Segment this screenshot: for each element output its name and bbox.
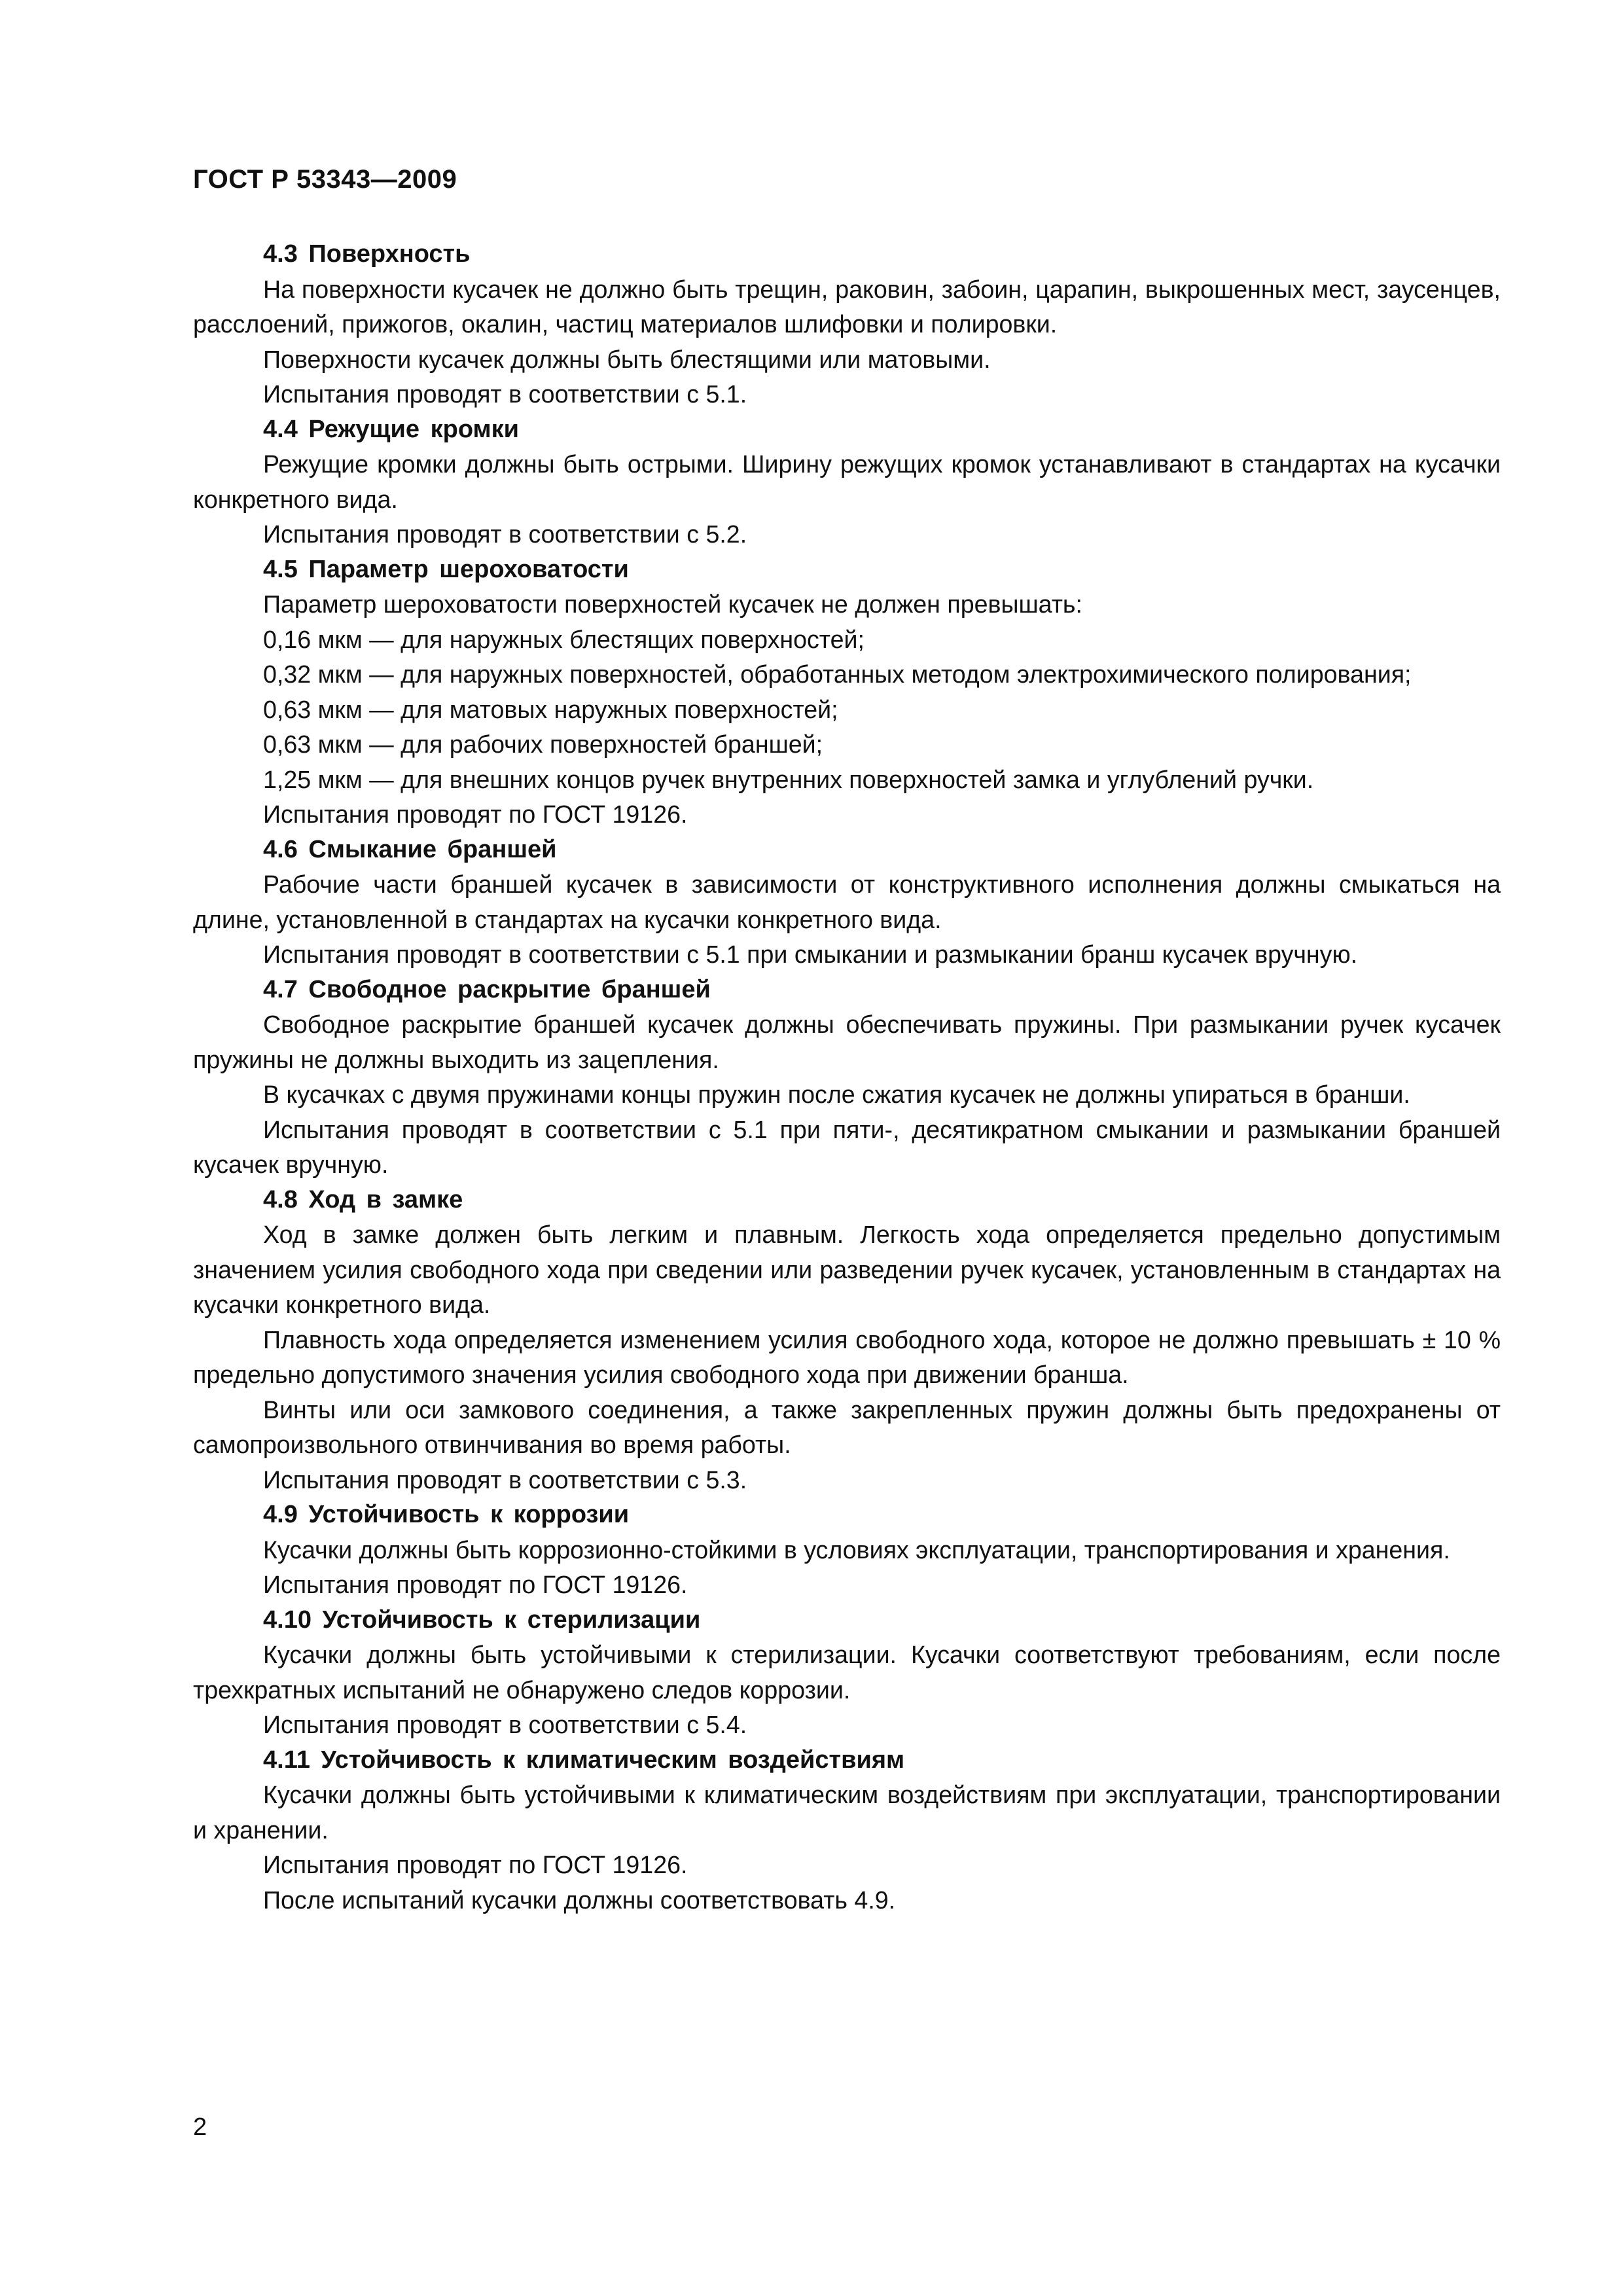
paragraph: 0,16 мкм — для наружных блестящих поверхностей; — [263, 625, 865, 653]
paragraph: Испытания проводят в соответствии с 5.3. — [263, 1465, 747, 1494]
section-title: 4.11 Устойчивость к климатическим воздействиям — [263, 1746, 905, 1774]
section-title: 4.4 Режущие кромки — [263, 415, 520, 443]
paragraph: Испытания проводят по ГОСТ 19126. — [263, 1571, 688, 1598]
paragraph: 0,63 мкм — для рабочих поверхностей браншей; — [263, 730, 823, 758]
section-title: 4.7 Свободное раскрытие браншей — [263, 975, 711, 1003]
paragraph: После испытаний кусачки должны соответствовать 4.9. — [263, 1886, 896, 1914]
paragraph: 1,25 мкм — для внешних концов ручек внутренних поверхностей замка и углублений ручки. — [263, 765, 1314, 793]
paragraph: Свободное раскрытие браншей кусачек должны обеспечивать пружины. При размыкании ручек кусачек пружины не должны выходить из зацепления. — [193, 1011, 1501, 1073]
paragraph: Плавность хода определяется изменением усилия свободного хода, которое не должно превышать ± 10 % предельно допустимого значения усилия свободного хода при движении бранша. — [193, 1325, 1501, 1388]
paragraph: Параметр шероховатости поверхностей кусачек не должен превышать: — [263, 590, 1082, 618]
section-4-8 — [193, 1183, 1501, 1498]
section-title: 4.9 Устойчивость к коррозии — [263, 1501, 630, 1528]
paragraph: Кусачки должны быть коррозионно-стойкими в условиях эксплуатации, транспортирования и хранения. — [263, 1535, 1450, 1564]
paragraph: Испытания проводят по ГОСТ 19126. — [263, 800, 688, 828]
section-4-9 — [193, 1498, 1501, 1603]
section-title: 4.6 Смыкание браншей — [263, 835, 557, 863]
section-title: 4.3 Поверхность — [263, 240, 471, 268]
section-4-7 — [193, 973, 1501, 1183]
paragraph: Испытания проводят по ГОСТ 19126. — [263, 1851, 688, 1878]
section-4-3 — [193, 237, 1501, 412]
paragraph: Испытания проводят в соответствии с 5.1 при смыкании и размыкании бранш кусачек вручную. — [263, 941, 1358, 968]
paragraph: Кусачки должны быть устойчивыми к климатическим воздействиям при эксплуатации, транспортировании и хранении. — [193, 1781, 1501, 1844]
section-4-10 — [193, 1603, 1501, 1743]
section-4-5 — [193, 552, 1501, 833]
section-title: 4.5 Параметр шероховатости — [263, 555, 629, 583]
section-title: 4.10 Устойчивость к стерилизации — [263, 1605, 701, 1634]
paragraph: Винты или оси замкового соединения, а также закрепленных пружин должны быть предохранены от самопроизвольного отвинчивания во время работы. — [193, 1395, 1501, 1458]
paragraph: 0,32 мкм — для наружных поверхностей, обработанных методом электрохимического полирования; — [263, 660, 1412, 688]
page-number: 2 — [193, 2113, 207, 2141]
paragraph: Режущие кромки должны быть острыми. Ширину режущих кромок устанавливают в стандартах на кусачки конкретного вида. — [193, 450, 1501, 513]
paragraph: В кусачках с двумя пружинами концы пружин после сжатия кусачек не должны упираться в бранши. — [263, 1081, 1410, 1108]
section-4-6 — [193, 833, 1501, 973]
paragraph: Испытания проводят в соответствии с 5.1. — [263, 380, 747, 408]
paragraph: 0,63 мкм — для матовых наружных поверхностей; — [263, 695, 838, 723]
document-body — [193, 237, 1501, 1918]
paragraph: Поверхности кусачек должны быть блестящими или матовыми. — [263, 345, 991, 373]
paragraph: Испытания проводят в соответствии с 5.4. — [263, 1711, 747, 1738]
section-4-4 — [193, 412, 1501, 552]
paragraph: Рабочие части браншей кусачек в зависимости от конструктивного исполнения должны смыкаться на длине, установленной в стандартах на кусачки конкретного вида. — [193, 870, 1501, 933]
section-title: 4.8 Ход в замке — [263, 1185, 463, 1213]
paragraph: Кусачки должны быть устойчивыми к стерилизации. Кусачки соответствуют требованиям, если после трехкратных испытаний не обнаружено следов коррозии. — [193, 1641, 1501, 1704]
paragraph: Ход в замке должен быть легким и плавным. Легкость хода определяется предельно допустимым значением усилия свободного хода при сведении или разведении ручек кусачек, установленным в стандартах на кусачки конкретного вида. — [193, 1221, 1501, 1318]
section-4-11 — [193, 1743, 1501, 1918]
paragraph: Испытания проводят в соответствии с 5.1 при пяти-, десятикратном смыкании и размыкании браншей кусачек вручную. — [193, 1115, 1501, 1178]
standard-code-header: ГОСТ Р 53343—2009 — [193, 165, 457, 194]
paragraph: На поверхности кусачек не должно быть трещин, раковин, забоин, царапин, выкрошенных мест, заусенцев, расслоений, прижогов, окалин, частиц материалов шлифовки и полировки. — [193, 275, 1501, 338]
paragraph: Испытания проводят в соответствии с 5.2. — [263, 520, 747, 548]
